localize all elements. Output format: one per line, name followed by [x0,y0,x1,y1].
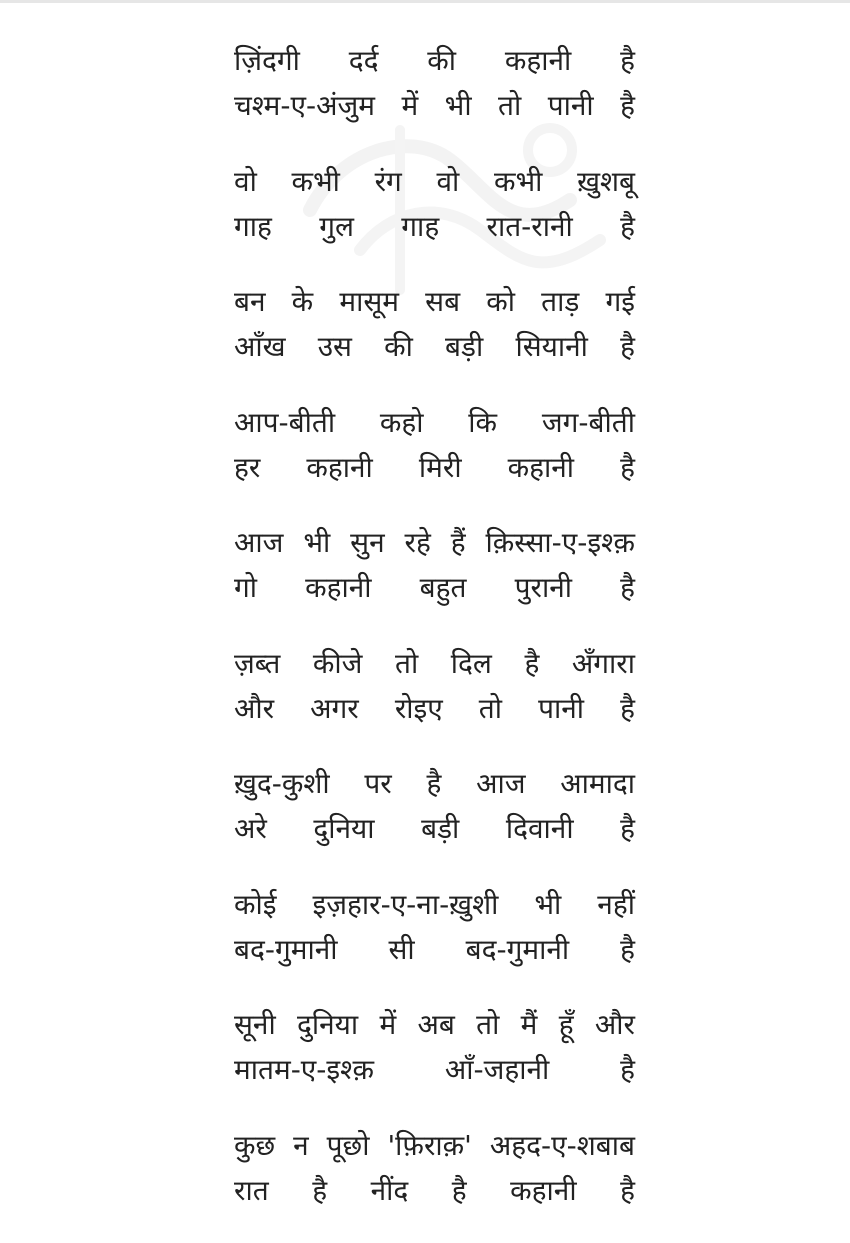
word: आप-बीती [234,400,335,445]
misra-second-line [234,1168,635,1213]
misra-second-line [234,686,635,731]
misra-second-line [234,204,635,249]
word: दर्द [349,38,379,83]
word: तो [476,1002,499,1047]
word: रहे [405,520,431,565]
word: रात-रानी [487,204,573,249]
word: दिल [451,641,492,686]
misra-first-line [234,520,635,565]
misra-first-line [234,1123,635,1168]
top-border [0,0,850,3]
word: कहानी [510,1168,576,1213]
word: दुनिया [297,1002,358,1047]
word: बन [234,279,266,324]
word: वो [234,159,257,204]
word: अहद-ए-शबाब [490,1123,635,1168]
misra-first-line [234,641,635,686]
word: कभी [291,159,339,204]
misra-first-line [234,1002,635,1047]
word: पूछो [327,1123,370,1168]
word: कहो [380,400,424,445]
word: चश्म-ए-अंजुम [234,83,375,128]
word: है [620,565,635,610]
word: ताड़ [541,279,579,324]
word: रात [234,1168,269,1213]
word: गुल [319,204,354,249]
word: में [379,1002,396,1047]
word: बद-गुमानी [234,927,338,972]
word: हैं [451,520,466,565]
word: हर [234,445,260,490]
word: कहानी [305,565,371,610]
word: मैं [521,1002,538,1047]
misra-second-line [234,83,635,128]
word: पर [364,761,391,806]
word: भी [534,882,561,927]
sher-stanza [234,641,635,762]
word: और [234,686,274,731]
word: क़िस्सा-ए-इश्क़ [486,520,635,565]
word: मातम-ए-इश्क़ [234,1047,374,1092]
word: सुन [350,520,384,565]
word: हूँ [559,1002,574,1047]
word: सी [388,927,414,972]
word: 'फ़िराक़' [387,1123,471,1168]
word: बद-गुमानी [466,927,570,972]
word: ज़ब्त [234,641,280,686]
word: मिरी [419,445,462,490]
word: ख़ुद-कुशी [234,761,330,806]
misra-first-line [234,761,635,806]
word: बहुत [420,565,467,610]
word: सियानी [515,324,587,369]
word: है [620,927,635,972]
word: गो [234,565,257,610]
word: बड़ी [445,324,483,369]
word: है [524,641,539,686]
word: पानी [548,83,594,128]
ghazal-text [234,38,635,1243]
word: कोई [234,882,277,927]
sher-stanza [234,761,635,882]
word: है [620,1168,635,1213]
word: है [620,324,635,369]
word: आँ-जहानी [445,1047,549,1092]
word: कीजे [313,641,363,686]
word: कहानी [508,445,574,490]
sher-stanza [234,400,635,521]
word: अँगारा [572,641,635,686]
word: ख़ुशबू [577,159,635,204]
misra-second-line [234,1047,635,1092]
sher-stanza [234,1002,635,1123]
word: दिवानी [506,806,574,851]
word: में [401,83,418,128]
word: नींद [371,1168,409,1213]
misra-second-line [234,565,635,610]
word: पानी [538,686,584,731]
word: भी [303,520,330,565]
sher-stanza [234,279,635,400]
word: गाह [234,204,272,249]
word: अगर [310,686,359,731]
misra-second-line [234,806,635,851]
word: और [595,1002,635,1047]
word: आज [476,761,525,806]
word: को [486,279,515,324]
word: सूनी [234,1002,276,1047]
word: है [620,38,635,83]
misra-first-line [234,882,635,927]
sher-stanza [234,520,635,641]
word: है [620,445,635,490]
sher-stanza [234,38,635,159]
word: है [620,686,635,731]
word: रोइए [395,686,443,731]
misra-first-line [234,159,635,204]
word: इज़हार-ए-ना-ख़ुशी [313,882,499,927]
word: है [620,204,635,249]
word: भी [445,83,472,128]
sher-stanza [234,882,635,1003]
word: सब [425,279,460,324]
word: तो [498,83,521,128]
word: है [452,1168,467,1213]
word: उस [318,324,352,369]
word: है [620,1047,635,1092]
word: के [292,279,314,324]
word: वो [436,159,459,204]
sher-stanza [234,1123,635,1243]
word: तो [395,641,418,686]
misra-first-line [234,38,635,83]
word: कहानी [306,445,372,490]
word: है [312,1168,327,1213]
word: आमादा [560,761,635,806]
word: बड़ी [421,806,459,851]
misra-first-line [234,400,635,445]
word: आँख [234,324,286,369]
word: है [427,761,442,806]
word: आज [234,520,283,565]
word: कुछ [234,1123,275,1168]
word: अरे [234,806,267,851]
word: गाह [401,204,439,249]
word: तो [479,686,502,731]
word: न [293,1123,309,1168]
word: जग-बीती [542,400,635,445]
misra-second-line [234,324,635,369]
word: रंग [375,159,402,204]
word: की [384,324,413,369]
word: मासूम [339,279,399,324]
word: नहीं [597,882,635,927]
word: अब [417,1002,454,1047]
word: की [427,38,456,83]
word: दुनिया [313,806,374,851]
word: है [620,806,635,851]
word: कि [468,400,497,445]
word: ज़िंदगी [234,38,300,83]
sher-stanza [234,159,635,280]
misra-second-line [234,445,635,490]
misra-second-line [234,927,635,972]
word: पुरानी [515,565,572,610]
word: कभी [494,159,542,204]
word: गई [605,279,635,324]
word: है [620,83,635,128]
misra-first-line [234,279,635,324]
word: कहानी [505,38,571,83]
